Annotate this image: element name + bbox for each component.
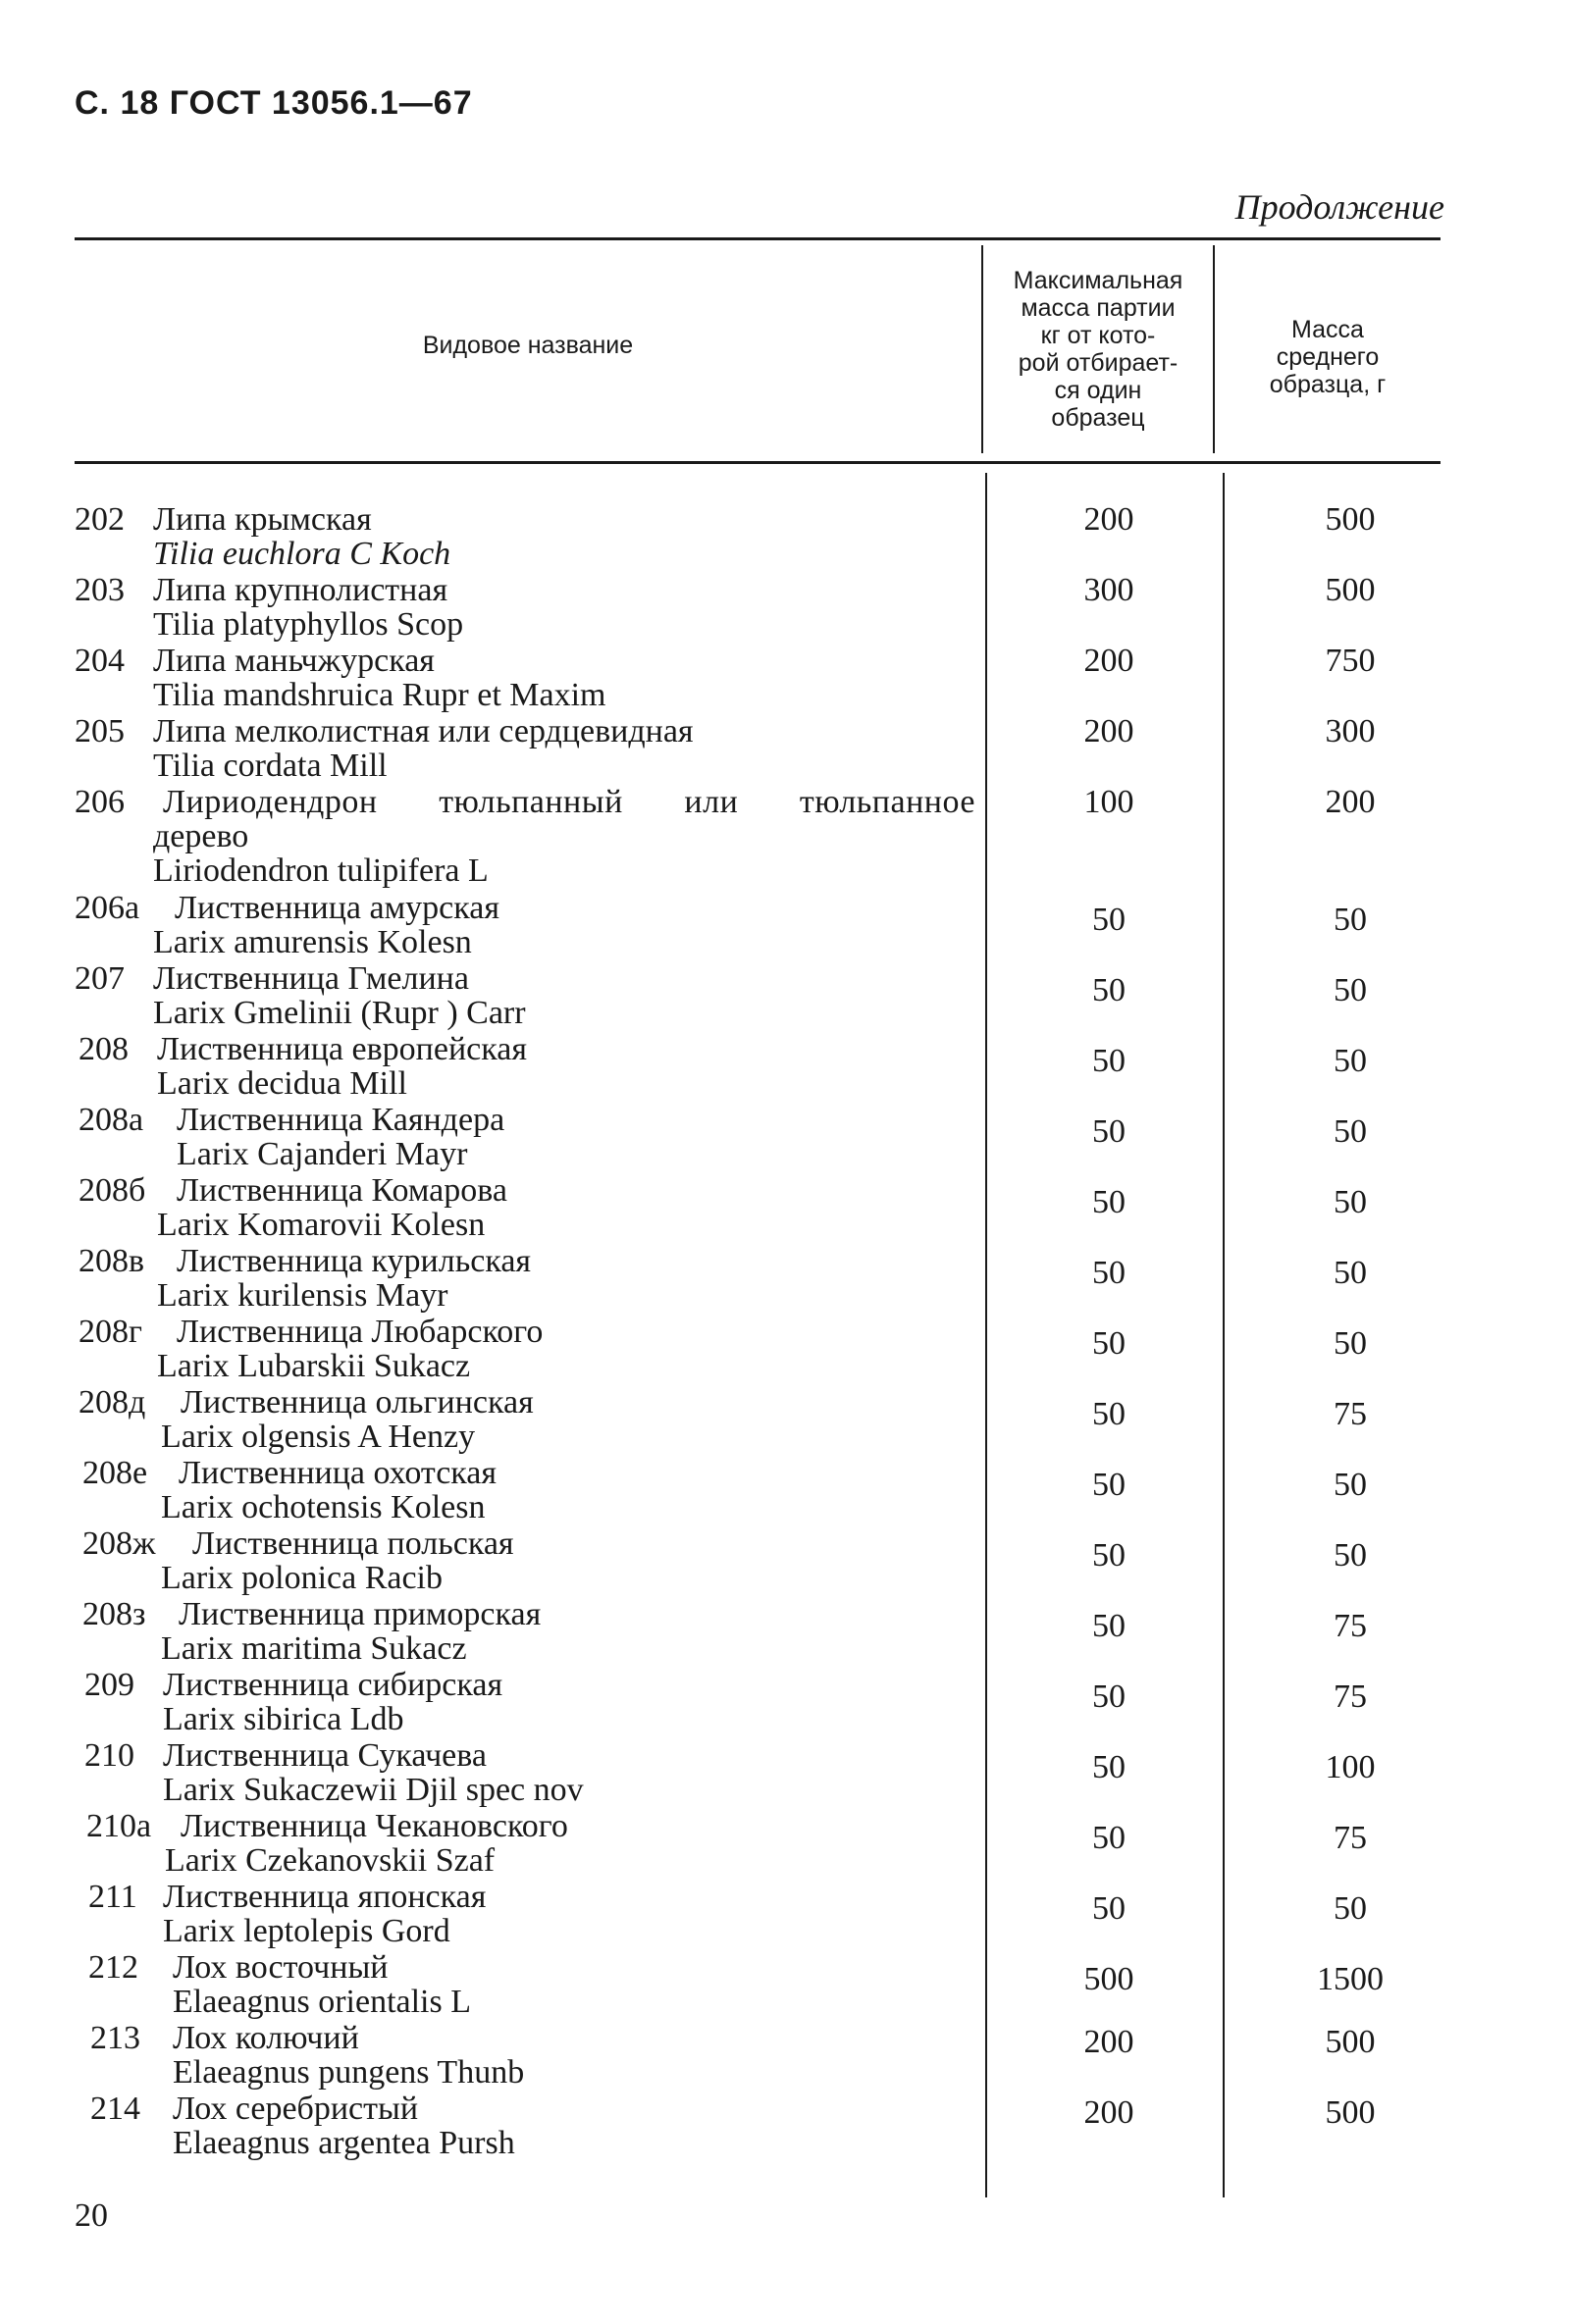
max-mass-value: 50 [1092, 1678, 1126, 1715]
page-header: С. 18 ГОСТ 13056.1—67 [75, 84, 473, 122]
page-number: 20 [75, 2197, 108, 2234]
latin-name: Larix Sukaczewii Djil spec nov [163, 1772, 584, 1808]
latin-name: Larix decidua Mill [157, 1065, 407, 1102]
latin-name: Larix sibirica Ldb [163, 1701, 404, 1737]
row-number: 210 [84, 1737, 134, 1774]
species-name: Лиственница Сукачева [163, 1737, 487, 1774]
latin-name: Larix kurilensis Mayr [157, 1277, 448, 1314]
max-mass-value: 50 [1092, 1325, 1126, 1362]
max-mass-value: 50 [1092, 902, 1126, 938]
species-name: Лиственница Комарова [177, 1172, 507, 1209]
max-mass-value: 500 [1083, 1961, 1134, 1997]
avg-mass-value: 200 [1325, 784, 1376, 820]
species-name: Лиственница охотская [179, 1455, 498, 1491]
body-divider-2 [1223, 473, 1225, 2197]
header-bottom-rule [75, 461, 1441, 464]
row-number: 211 [88, 1879, 137, 1915]
max-mass-value: 50 [1092, 1255, 1126, 1291]
species-name: Лиственница польская [192, 1525, 514, 1562]
avg-mass-value: 50 [1334, 1537, 1367, 1574]
max-mass-value: 50 [1092, 1608, 1126, 1644]
avg-mass-value: 50 [1334, 1325, 1367, 1362]
row-number: 214 [90, 2091, 140, 2127]
max-mass-value: 50 [1092, 1820, 1126, 1856]
row-number: 208в [79, 1243, 145, 1279]
species-name: Лиственница сибирская [163, 1667, 503, 1703]
species-name: Лиственница Каяндера [177, 1102, 505, 1138]
avg-mass-value: 500 [1325, 572, 1376, 608]
max-mass-value: 50 [1092, 1467, 1126, 1503]
max-mass-line-1: Максимальная [1013, 267, 1183, 294]
column-header-max-mass [983, 267, 1213, 432]
species-name-continued: дерево [153, 818, 249, 854]
avg-mass-value: 75 [1334, 1820, 1367, 1856]
latin-name: Elaeagnus pungens Thunb [173, 2054, 525, 2091]
row-number: 208 [79, 1031, 129, 1067]
avg-mass-line-1: Масса [1291, 316, 1364, 343]
latin-name: Tilia mandshruica Rupr et Maxim [153, 677, 606, 713]
species-name-word: или [684, 784, 739, 820]
latin-name: Tilia platyphyllos Scop [153, 606, 464, 643]
row-number: 208з [82, 1596, 146, 1632]
row-number: 203 [75, 572, 125, 608]
species-name: Лиственница приморская [179, 1596, 542, 1632]
avg-mass-value: 1500 [1317, 1961, 1384, 1997]
max-mass-value: 50 [1092, 1537, 1126, 1574]
avg-mass-value: 75 [1334, 1608, 1367, 1644]
avg-mass-value: 100 [1325, 1749, 1376, 1785]
species-name: Липа мелколистная или сердцевидная [153, 713, 694, 749]
avg-mass-value: 750 [1325, 643, 1376, 679]
species-name: Лох серебристый [173, 2091, 419, 2127]
latin-name: Liriodendron tulipifera L [153, 852, 489, 889]
max-mass-value: 200 [1083, 2024, 1134, 2060]
max-mass-value: 200 [1083, 643, 1134, 679]
max-mass-value: 200 [1083, 713, 1134, 749]
species-name: Лиственница Любарского [177, 1314, 544, 1350]
row-number: 206а [75, 890, 140, 926]
latin-name: Larix Czekanovskii Szaf [165, 1842, 496, 1879]
species-name: Лиственница Гмелина [153, 960, 469, 997]
species-name: Лиственница курильская [177, 1243, 532, 1279]
latin-name: Larix Gmelinii (Rupr ) Carr [153, 995, 526, 1031]
row-number: 213 [90, 2020, 140, 2056]
avg-mass-value: 50 [1334, 1890, 1367, 1927]
latin-name: Larix amurensis Kolesn [153, 924, 472, 960]
row-number: 208б [79, 1172, 146, 1209]
avg-mass-value: 75 [1334, 1678, 1367, 1715]
latin-name: Elaeagnus argentea Pursh [173, 2125, 515, 2161]
species-name-word: Лириодендрон [163, 784, 378, 820]
row-number: 208д [79, 1384, 146, 1420]
latin-name: Larix ochotensis Kolesn [161, 1489, 486, 1525]
species-name: Лох восточный [173, 1949, 389, 1986]
species-name: Лиственница японская [163, 1879, 487, 1915]
species-name [163, 785, 975, 819]
table-top-rule [75, 237, 1441, 240]
latin-name: Larix leptolepis Gord [163, 1913, 450, 1949]
avg-mass-value: 50 [1334, 1043, 1367, 1079]
row-number: 208ж [82, 1525, 156, 1562]
avg-mass-line-2: среднего [1276, 343, 1380, 371]
row-number: 208а [79, 1102, 144, 1138]
species-name: Липа крупнолистная [153, 572, 448, 608]
row-number: 208е [82, 1455, 148, 1491]
species-name: Лиственница европейская [157, 1031, 527, 1067]
latin-name: Larix olgensis A Henzy [161, 1419, 476, 1455]
latin-name: Tilia euchlora C Koch [153, 536, 451, 572]
max-mass-line-4: рой отбирает- [1018, 349, 1179, 377]
row-number: 210а [86, 1808, 152, 1844]
avg-mass-value: 75 [1334, 1396, 1367, 1432]
max-mass-value: 50 [1092, 1113, 1126, 1150]
species-name-word: тюльпанный [439, 784, 623, 820]
max-mass-line-6: образец [1051, 404, 1145, 432]
avg-mass-line-3: образца, г [1269, 371, 1387, 398]
latin-name: Larix polonica Racib [161, 1560, 444, 1596]
species-name: Лиственница ольгинская [181, 1384, 534, 1420]
row-number: 205 [75, 713, 125, 749]
max-mass-line-2: масса партии [1021, 294, 1176, 322]
species-name: Лиственница амурская [175, 890, 499, 926]
body-divider-1 [985, 473, 987, 2197]
latin-name: Larix maritima Sukacz [161, 1630, 467, 1667]
row-number: 208г [79, 1314, 142, 1350]
row-number: 212 [88, 1949, 138, 1986]
row-number: 206 [75, 784, 125, 820]
max-mass-value: 100 [1083, 784, 1134, 820]
avg-mass-value: 50 [1334, 972, 1367, 1008]
avg-mass-value: 300 [1325, 713, 1376, 749]
species-name-word: тюльпанное [799, 784, 975, 820]
avg-mass-value: 500 [1325, 501, 1376, 538]
row-number: 207 [75, 960, 125, 997]
latin-name: Tilia cordata Mill [153, 748, 388, 784]
species-name: Липа крымская [153, 501, 372, 538]
avg-mass-value: 500 [1325, 2094, 1376, 2131]
row-number: 202 [75, 501, 125, 538]
latin-name: Elaeagnus orientalis L [173, 1984, 472, 2020]
max-mass-value: 50 [1092, 1396, 1126, 1432]
avg-mass-value: 50 [1334, 1467, 1367, 1503]
species-name: Липа маньчжурская [153, 643, 435, 679]
avg-mass-value: 50 [1334, 1184, 1367, 1220]
species-name: Лиственница Чекановского [181, 1808, 568, 1844]
avg-mass-value: 50 [1334, 1255, 1367, 1291]
max-mass-value: 300 [1083, 572, 1134, 608]
avg-mass-value: 50 [1334, 902, 1367, 938]
max-mass-value: 50 [1092, 972, 1126, 1008]
continuation-label: Продолжение [1234, 187, 1444, 227]
max-mass-value: 200 [1083, 501, 1134, 538]
row-number: 204 [75, 643, 125, 679]
column-header-avg-mass [1215, 316, 1441, 398]
column-header-name: Видовое название [422, 332, 634, 359]
avg-mass-value: 500 [1325, 2024, 1376, 2060]
max-mass-line-3: кг от кото- [1040, 322, 1156, 349]
max-mass-value: 50 [1092, 1184, 1126, 1220]
latin-name: Larix Cajanderi Mayr [177, 1136, 468, 1172]
max-mass-line-5: ся один [1054, 377, 1142, 404]
latin-name: Larix Lubarskii Sukacz [157, 1348, 471, 1384]
max-mass-value: 50 [1092, 1890, 1126, 1927]
max-mass-value: 50 [1092, 1749, 1126, 1785]
species-name: Лох колючий [173, 2020, 359, 2056]
avg-mass-value: 50 [1334, 1113, 1367, 1150]
row-number: 209 [84, 1667, 134, 1703]
max-mass-value: 50 [1092, 1043, 1126, 1079]
latin-name: Larix Komarovii Kolesn [157, 1207, 486, 1243]
max-mass-value: 200 [1083, 2094, 1134, 2131]
